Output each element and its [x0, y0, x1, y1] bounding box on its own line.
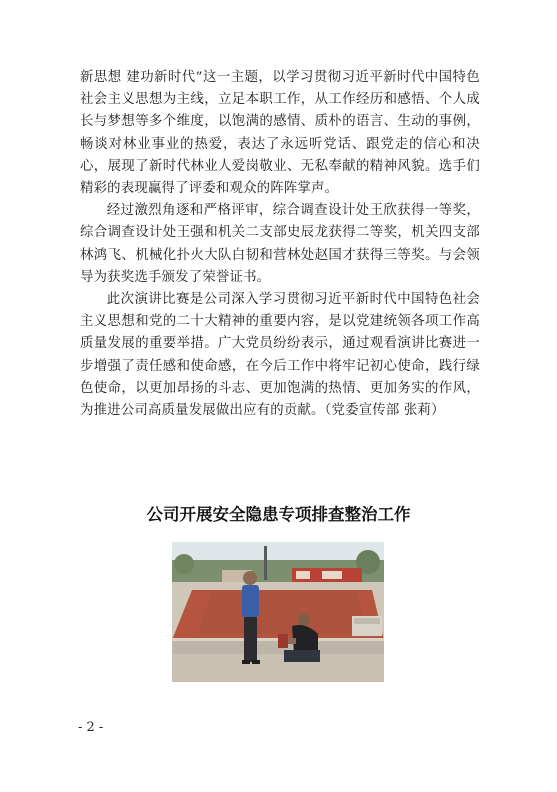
inspection-photo	[172, 542, 384, 682]
paragraph-2: 经过激烈角逐和严格评审，综合调查设计处王欣获得一等奖，综合调查设计处王强和机关二支部史辰龙获得二等奖，机关四支部林鸿飞、机械化扑火大队白韧和营林处赵国才获得三等奖。与会领导为获奖选手颁发了荣誉证书。	[80, 203, 480, 285]
paragraph-3: 此次演讲比赛是公司深入学习贯彻习近平新时代中国特色社会主义思想和党的二十大精神的重要内容，是以党建统领各项工作高质量发展的重要举措。广大党员纷纷表示，通过观看演讲比赛进一步增强了责任感和使命感，在今后工作中将牢记初心使命，践行绿色使命，以更加昂扬的斗志、更加饱满的热情、更加务实的作风，为推进公司高质量发展做出应有的贡献。（党委宣传部 张莉）	[80, 292, 480, 419]
article-body	[80, 67, 480, 422]
paragraph-1: 新思想 建功新时代”这一主题，以学习贯彻习近平新时代中国特色社会主义思想为主线，立足本职工作，从工作经历和感悟、个人成长与梦想等多个维度，以饱满的感情、质朴的语言、生动的事例，畅谈对林业事业的热爱，表达了永远听党话、跟党走的信心和决心，展现了新时代林业人爱岗敬业、无私奉献的精神风貌。选手们精彩的表现赢得了评委和观众的阵阵掌声。	[80, 70, 480, 197]
page-number: - 2 -	[78, 720, 104, 735]
article-title: 公司开展安全隐患专项排查整治工作	[146, 505, 411, 524]
